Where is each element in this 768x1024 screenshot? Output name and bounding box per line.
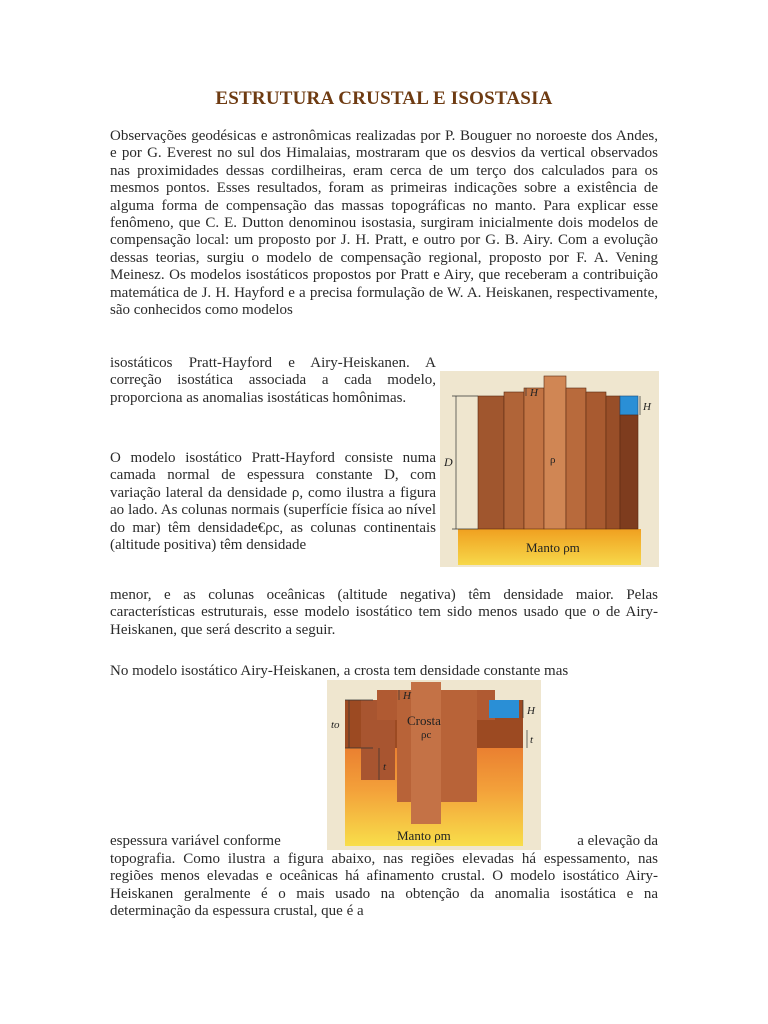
pratt-label-H-ocean: H (643, 401, 651, 413)
paragraph-pratt-continued: menor, e as colunas oceânicas (altitude negativa) têm densidade maior. Pelas características estruturais, esse modelo isostático tem sido menos usado que o de Airy-Heiskanen, que será descrito a seguir. (110, 587, 658, 638)
airy-label-H-ocean: H (527, 705, 535, 717)
airy-label-t0: to (331, 719, 340, 731)
paragraph-airy-left: espessura variável conforme (110, 833, 281, 849)
airy-crust-label: Crosta (407, 713, 441, 728)
paragraph-airy-intro: No modelo isostático Airy-Heiskanen, a crosta tem densidade constante mas (110, 663, 569, 679)
pratt-label-D: D (444, 455, 453, 469)
airy-heiskanen-figure (327, 680, 541, 850)
paragraph-pratt: O modelo isostático Pratt-Hayford consiste numa camada normal de espessura constante D, com variação lateral da densidade ρ, como ilustra a figura ao lado. As colunas normais (superfície física ao nível do mar) têm densidade€ρc, as colunas continentais (altitude positiva) têm densidade (110, 450, 436, 554)
airy-label-H: H (403, 690, 411, 702)
airy-ocean (489, 700, 519, 718)
pratt-mantle-label: Manto ρm (526, 540, 580, 555)
paragraph-airy-right: a elevação da (577, 833, 658, 849)
airy-crust-rho: ρc (421, 729, 432, 741)
airy-mantle-label: Manto ρm (397, 828, 451, 843)
pratt-label-H: H (530, 387, 538, 399)
paragraph-airy: topografia. Como ilustra a figura abaixo, nas regiões elevadas há espessamento, nas regiões menos elevadas e oceânicas há afinamento crustal. O modelo isostático Airy-Heiskanen geralmente é o mais usado na obtenção da anomalia isostática e na determinação da espessura crustal, que é a (110, 851, 658, 920)
airy-label-t-ocean: t (530, 734, 534, 746)
pratt-ocean (620, 396, 638, 415)
paragraph-intro-continued: isostáticos Pratt-Hayford e Airy-Heiskanen. A correção isostática associada a cada modelo, proporciona as anomalias isostáticas homônimas. (110, 355, 436, 406)
page-title: ESTRUTURA CRUSTAL E ISOSTASIA (215, 88, 553, 109)
pratt-hayford-figure (440, 371, 659, 567)
pratt-label-rho: ρ (550, 454, 556, 466)
airy-label-t: t (383, 761, 387, 773)
paragraph-intro: Observações geodésicas e astronômicas realizadas por P. Bouguer no noroeste dos Andes, e por G. Everest no sul dos Himalaias, mostraram que os desvios da vertical observados nas proximidades dessas cordilheiras, eram cerca de um terço dos calculados para os mesmos pontos. Esses resultados, foram as primeiras indicações sobre a existência de alguma forma de compensação das massas topográficas no manto. Para explicar esse fenômeno, que C. E. Dutton denominou isostasia, surgiram inicialmente dois modelos de compensação local: um proposto por J. H. Pratt, e outro por G. B. Airy. Com a evolução dessas teorias, surgiu o modelo de compensação regional, proposto por F. A. Vening Meinesz. Os modelos isostáticos propostos por Pratt e Airy, que receberam a contribuição matemática de J. H. Hayford e a precisa formulação de W. A. Heiskanen, respectivamente, são conhecidos como modelos (110, 128, 658, 319)
